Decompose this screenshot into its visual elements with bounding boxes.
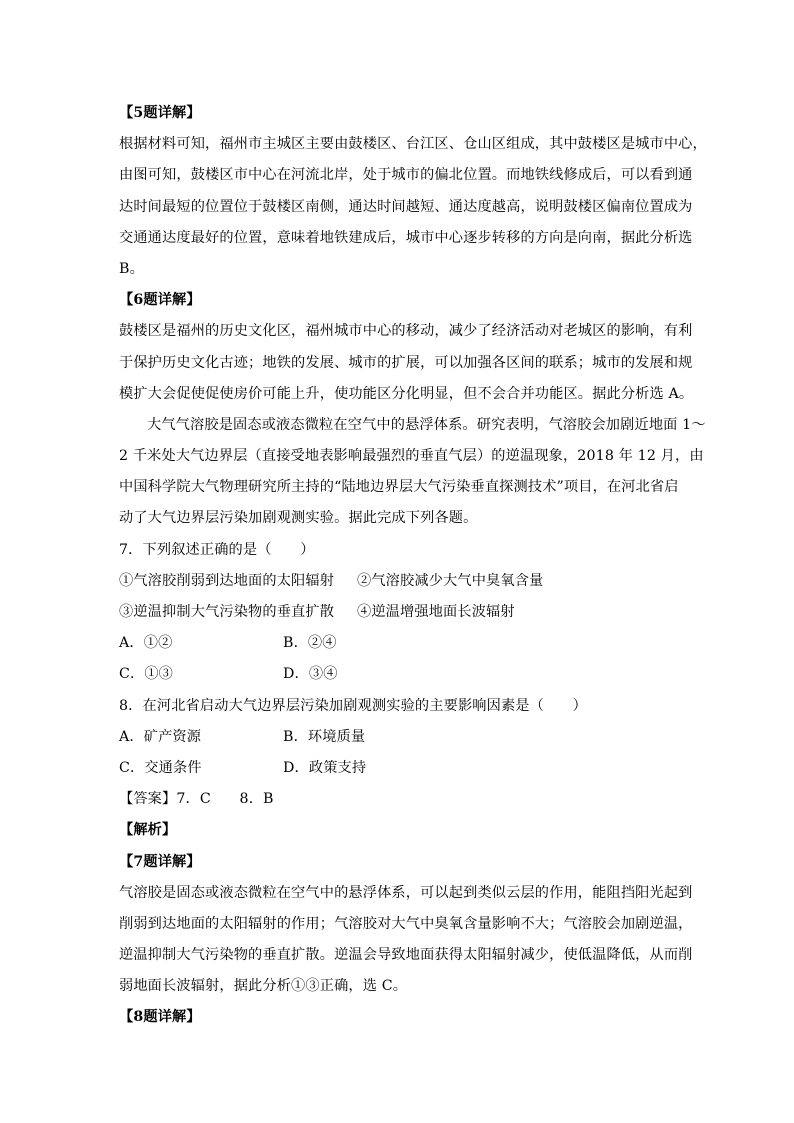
q8-option-c: C．交通条件 — [119, 759, 202, 776]
analysis-heading: 【解析】 — [119, 822, 177, 839]
q7-statement-3: ③逆温抑制大气污染物的垂直扩散 — [119, 604, 335, 620]
q8-stem: 8．在河北省启动大气边界层污染加剧观测实验的主要影响因素是（ ） — [119, 697, 587, 714]
q8-option-a: A．矿产资源 — [119, 728, 202, 745]
material-paragraph-line: 2 千米处大气边界层（直接受地表影响最强烈的垂直气层）的逆温现象，2018 年 12 月，由 — [119, 448, 704, 465]
document-page — [119, 98, 707, 1034]
q7-option-c: C．①③ — [119, 666, 174, 683]
q7-option-row — [119, 628, 679, 659]
q7-text-line: 弱地面长波辐射，据此分析①③正确，选 C。 — [119, 978, 408, 995]
q8-option-d: D．政策支持 — [283, 759, 367, 776]
q7-statement-1: ①气溶胶削弱到达地面的太阳辐射 — [119, 572, 335, 589]
q7-option-row — [119, 659, 679, 690]
q6-text-line: 于保护历史文化古迹；地铁的发展、城市的扩展，可以加强各区间的联系；城市的发展和规 — [119, 354, 693, 371]
q5-text-line: B。 — [119, 260, 144, 277]
q7-option-a: A．①② — [119, 635, 173, 652]
q7-detail-heading: 【7题详解】 — [119, 853, 201, 870]
q7-text-line: 逆温抑制大气污染物的垂直扩散。逆温会导致地面获得太阳辐射减少，使低温降低，从而削 — [119, 947, 693, 964]
q7-option-b: B．②④ — [283, 635, 337, 652]
q6-text-line: 模扩大会促使促使房价可能上升，使功能区分化明显，但不会合并功能区。据此分析选 A。 — [119, 385, 694, 402]
q8-option-b: B．环境质量 — [283, 728, 366, 745]
q7-text-line: 气溶胶是固态或液态微粒在空气中的悬浮体系，可以起到类似云层的作用，能阻挡阳光起到 — [119, 884, 693, 901]
material-paragraph-line: 大气气溶胶是固态或液态微粒在空气中的悬浮体系。研究表明，气溶胶会加剧近地面 1～ — [147, 416, 706, 433]
q5-text-line: 根据材料可知，福州市主城区主要由鼓楼区、台江区、仓山区组成，其中鼓楼区是城市中心， — [119, 136, 707, 153]
q6-detail-heading: 【6题详解】 — [119, 292, 201, 309]
material-paragraph-line: 中国科学院大气物理研究所主持的“陆地边界层大气污染垂直探测技术”项目，在河北省启 — [119, 479, 679, 496]
q7-stem: 7．下列叙述正确的是（ ） — [119, 541, 315, 558]
q5-text-line: 由图可知，鼓楼区市中心在河流北岸，处于城市的偏北位置。而地铁线修成后，可以看到通 — [119, 167, 693, 184]
q7-option-d: D．③④ — [283, 666, 338, 683]
q7-statement-4: ④逆温增强地面长波辐射 — [357, 604, 515, 620]
q5-detail-heading: 【5题详解】 — [119, 105, 201, 121]
q6-text-line: 鼓楼区是福州的历史文化区，福州城市中心的移动，减少了经济活动对老城区的影响，有利 — [119, 323, 693, 340]
q5-text-line: 达时间最短的位置位于鼓楼区南侧，通达时间越短、通达度越高，说明鼓楼区偏南位置成为 — [119, 198, 693, 215]
q8-option-row — [119, 753, 679, 784]
answer-line: 【答案】7．C 8．B — [119, 791, 274, 808]
q8-option-row — [119, 722, 679, 753]
q7-statement-2: ②气溶胶减少大气中臭氧含量 — [357, 572, 544, 589]
q5-text-line: 交通通达度最好的位置，意味着地铁建成后，城市中心逐步转移的方向是向南，据此分析选 — [119, 229, 693, 246]
q7-text-line: 削弱到达地面的太阳辐射的作用；气溶胶对大气中臭氧含量影响不大；气溶胶会加剧逆温， — [119, 915, 693, 932]
material-paragraph-line: 动了大气边界层污染加剧观测实验。据此完成下列各题。 — [119, 510, 478, 527]
q7-statement-row — [119, 597, 679, 628]
q8-detail-heading: 【8题详解】 — [119, 1009, 201, 1026]
q7-statement-row — [119, 566, 679, 597]
